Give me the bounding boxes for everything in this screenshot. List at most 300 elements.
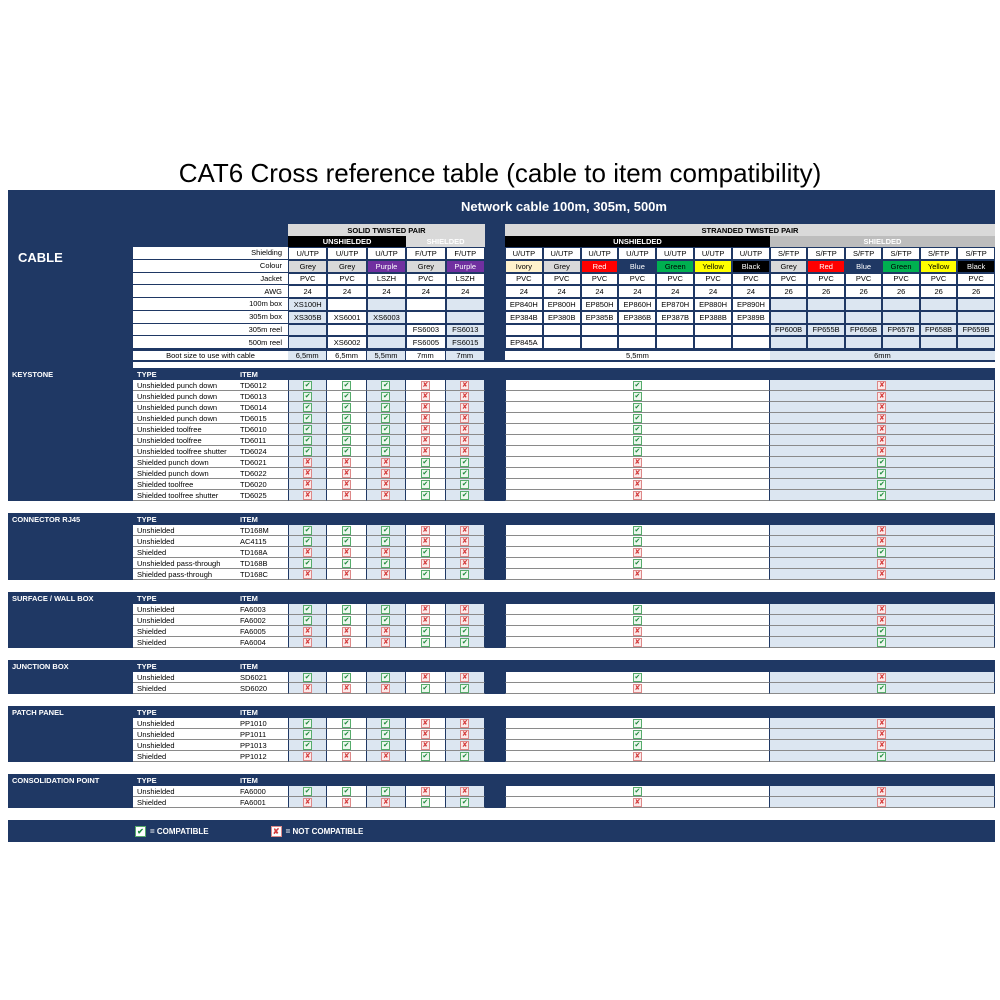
spec-cell: [845, 336, 883, 349]
spec-cell: [845, 298, 883, 311]
not-compatible-icon: ✘: [461, 548, 468, 556]
compatible-icon: ✔: [634, 414, 641, 422]
mark-cell: [367, 683, 406, 694]
item-row: [8, 536, 995, 547]
mark-cell: [406, 435, 445, 446]
item-cell: PP1013: [238, 740, 288, 751]
mark-cell: [367, 637, 406, 648]
cell: [288, 774, 995, 786]
mark-cell: [505, 729, 770, 740]
boot-size-cell: 7mm: [446, 349, 485, 362]
mark-cell: [406, 558, 445, 569]
item-cell: TD6015: [238, 413, 288, 424]
mark-cell: [327, 626, 366, 637]
cell: [8, 808, 995, 820]
not-compatible-icon: ✘: [304, 627, 311, 635]
compatible-icon: ✔: [383, 719, 389, 727]
item-cell: TD6013: [238, 391, 288, 402]
type-cell: Shielded: [133, 637, 238, 648]
compatible-icon: ✔: [343, 526, 350, 534]
compatible-icon: ✔: [634, 392, 641, 400]
compatible-icon: ✔: [634, 741, 641, 749]
mark-cell: [770, 672, 995, 683]
spec-cell: EP870H: [656, 298, 694, 311]
item-header: ITEM: [240, 775, 258, 785]
cell: [288, 706, 995, 718]
not-compatible-icon: ✘: [422, 719, 429, 727]
spec-cell: 26: [770, 285, 808, 298]
not-compatible-icon: ✘: [343, 638, 350, 646]
not-compatible-icon: ✘: [383, 684, 389, 692]
type-cell: Unshielded: [133, 536, 238, 547]
cell: [485, 751, 505, 762]
spec-cell: EP389B: [732, 311, 770, 324]
cell: [8, 615, 133, 626]
type-header: TYPE: [137, 707, 157, 717]
not-compatible-icon: ✘: [879, 392, 885, 400]
not-compatible-icon: ✘: [422, 537, 429, 545]
section-surface-wall-box: [8, 592, 995, 660]
item-cell: TD168M: [238, 525, 288, 536]
spec-cell: U/UTP: [367, 247, 406, 260]
mark-cell: [327, 683, 366, 694]
item-row: [8, 424, 995, 435]
mark-cell: [367, 446, 406, 457]
not-compatible-icon: ✘: [383, 798, 389, 806]
mark-cell: [367, 718, 406, 729]
mark-cell: [505, 457, 770, 468]
compatible-icon: ✔: [343, 673, 350, 681]
compatible-icon: ✔: [383, 425, 389, 433]
section-gap: [8, 808, 995, 820]
item-cell: TD168A: [238, 547, 288, 558]
cell: [485, 311, 505, 324]
compatible-icon: ✔: [343, 787, 350, 795]
mark-cell: [367, 569, 406, 580]
boot-size-label: Boot size to use with cable: [133, 349, 288, 362]
cell: [485, 260, 505, 273]
compatible-icon: ✔: [304, 403, 311, 411]
not-compatible-icon: ✘: [343, 798, 350, 806]
mark-cell: [446, 683, 485, 694]
boot-size-cell: 5,5mm: [505, 349, 770, 362]
not-compatible-icon: ✘: [879, 741, 885, 749]
not-compatible-icon: ✘: [271, 826, 282, 837]
mark-cell: [505, 604, 770, 615]
cell: [485, 490, 505, 501]
mark-cell: [770, 391, 995, 402]
mark-cell: [770, 457, 995, 468]
not-compatible-icon: ✘: [422, 425, 429, 433]
type-cell: Shielded toolfree: [133, 479, 238, 490]
cell: [8, 224, 288, 236]
stranded-twisted-pair-header: STRANDED TWISTED PAIR: [505, 224, 995, 236]
compatible-icon: ✔: [304, 673, 311, 681]
mark-cell: [406, 637, 445, 648]
spec-cell: Yellow: [920, 260, 958, 273]
mark-cell: [327, 604, 366, 615]
type-cell: Unshielded: [133, 718, 238, 729]
mark-cell: [406, 402, 445, 413]
spec-cell: [920, 336, 958, 349]
mark-cell: [770, 740, 995, 751]
mark-cell: [446, 446, 485, 457]
compatible-icon: ✔: [634, 719, 641, 727]
mark-cell: [770, 797, 995, 808]
compatible-icon: ✔: [634, 403, 641, 411]
spec-row: [8, 324, 995, 337]
mark-cell: [367, 479, 406, 490]
not-compatible-icon: ✘: [383, 548, 389, 556]
spec-cell: FS6015: [446, 336, 485, 349]
mark-cell: [406, 525, 445, 536]
compatible-icon: ✔: [304, 787, 311, 795]
spec-cell: 24: [732, 285, 770, 298]
section-gap: [8, 694, 995, 706]
mark-cell: [367, 729, 406, 740]
compatible-icon: ✔: [304, 730, 311, 738]
item-row: [8, 740, 995, 751]
not-compatible-icon: ✘: [461, 559, 468, 567]
mark-cell: [406, 457, 445, 468]
mark-cell: [367, 615, 406, 626]
compatible-icon: ✔: [304, 425, 311, 433]
not-compatible-icon: ✘: [461, 673, 468, 681]
spec-cell: S/FTP: [845, 247, 883, 260]
mark-cell: [446, 525, 485, 536]
type-cell: Unshielded toolfree: [133, 435, 238, 446]
spec-cell: PVC: [327, 273, 366, 286]
mark-cell: [446, 751, 485, 762]
compatible-icon: ✔: [879, 638, 885, 646]
spec-cell: Grey: [327, 260, 366, 273]
type-cell: Unshielded punch down: [133, 380, 238, 391]
not-compatible-icon: ✘: [383, 480, 389, 488]
spec-cell: [807, 298, 845, 311]
compatible-icon: ✔: [304, 719, 311, 727]
mark-cell: [446, 637, 485, 648]
mark-cell: [446, 424, 485, 435]
mark-cell: [367, 490, 406, 501]
spec-cell: [581, 324, 619, 337]
not-compatible-icon: ✘: [634, 684, 641, 692]
cell: [485, 391, 505, 402]
type-cell: Unshielded: [133, 786, 238, 797]
mark-cell: [327, 729, 366, 740]
not-compatible-icon: ✘: [343, 684, 350, 692]
compatible-icon: ✔: [343, 719, 350, 727]
item-row: [8, 468, 995, 479]
mark-cell: [406, 751, 445, 762]
spec-cell: PVC: [505, 273, 543, 286]
not-compatible-icon: ✘: [879, 798, 885, 806]
not-compatible-icon: ✘: [879, 381, 885, 389]
compatible-icon: ✔: [461, 638, 468, 646]
spec-cell: FP655B: [807, 324, 845, 337]
spec-cell: [732, 336, 770, 349]
not-compatible-icon: ✘: [879, 719, 885, 727]
cell: [485, 380, 505, 391]
item-row: [8, 751, 995, 762]
not-compatible-icon: ✘: [634, 570, 641, 578]
spec-cell: Green: [882, 260, 920, 273]
section-gap: [8, 762, 995, 774]
section-keystone: [8, 368, 995, 513]
mark-cell: [446, 740, 485, 751]
mark-cell: [406, 797, 445, 808]
not-compatible-icon: ✘: [879, 787, 885, 795]
not-compatible-icon: ✘: [343, 480, 350, 488]
compatible-icon: ✔: [383, 559, 389, 567]
spec-cell: PVC: [406, 273, 445, 286]
mark-cell: [367, 547, 406, 558]
mark-cell: [505, 615, 770, 626]
spec-row: [8, 311, 995, 324]
legend-compatible: [135, 826, 209, 837]
mark-cell: [327, 569, 366, 580]
mark-cell: [505, 435, 770, 446]
mark-cell: [505, 391, 770, 402]
not-compatible-icon: ✘: [879, 537, 885, 545]
spec-cell: EP860H: [618, 298, 656, 311]
spec-row-label: Shielding: [133, 247, 288, 260]
cell: [288, 660, 995, 672]
mark-cell: [327, 424, 366, 435]
spec-cell: U/UTP: [694, 247, 732, 260]
section-junction-box: [8, 660, 995, 706]
spec-cell: Grey: [288, 260, 327, 273]
mark-cell: [288, 683, 327, 694]
mark-cell: [770, 569, 995, 580]
cell: [8, 298, 133, 311]
spec-cell: 24: [367, 285, 406, 298]
solid-shielded-header: SHIELDED: [406, 236, 485, 247]
item-cell: SD6021: [238, 672, 288, 683]
mark-cell: [288, 786, 327, 797]
compatible-icon: ✔: [304, 741, 311, 749]
spec-cell: S/FTP: [882, 247, 920, 260]
mark-cell: [446, 569, 485, 580]
cell: [485, 683, 505, 694]
compatible-icon: ✔: [343, 414, 350, 422]
spec-cell: FP659B: [957, 324, 995, 337]
not-compatible-icon: ✘: [461, 730, 468, 738]
mark-cell: [327, 558, 366, 569]
mark-cell: [367, 626, 406, 637]
cell: [8, 457, 133, 468]
mark-cell: [288, 672, 327, 683]
spec-row-label: Jacket: [133, 273, 288, 286]
mark-cell: [406, 490, 445, 501]
mark-cell: [367, 457, 406, 468]
compatible-icon: ✔: [422, 548, 429, 556]
cell: [8, 525, 133, 536]
spec-cell: 26: [957, 285, 995, 298]
boot-size-cell: 7mm: [406, 349, 445, 362]
spec-cell: EP845A: [505, 336, 543, 349]
section-header-row: [8, 513, 995, 525]
item-cell: TD168C: [238, 569, 288, 580]
spec-cell: [770, 311, 808, 324]
compatible-icon: ✔: [634, 616, 641, 624]
not-compatible-icon: ✘: [634, 627, 641, 635]
compatible-icon: ✔: [634, 673, 641, 681]
mark-cell: [288, 490, 327, 501]
page-title: CAT6 Cross reference table (cable to item compatibility): [178, 158, 822, 188]
type-cell: Shielded toolfree shutter: [133, 490, 238, 501]
cell: [8, 435, 133, 446]
boot-size-row: [8, 349, 995, 362]
mark-cell: [327, 751, 366, 762]
spec-cell: U/UTP: [505, 247, 543, 260]
spec-cell: PVC: [882, 273, 920, 286]
cell: [485, 349, 505, 362]
item-row: [8, 683, 995, 694]
item-cell: PP1011: [238, 729, 288, 740]
not-compatible-icon: ✘: [634, 458, 641, 466]
not-compatible-icon: ✘: [461, 403, 468, 411]
boot-size-cell: 6,5mm: [288, 349, 327, 362]
mark-cell: [288, 797, 327, 808]
compatible-icon: ✔: [343, 559, 350, 567]
spec-cell: PVC: [288, 273, 327, 286]
compatible-icon: ✔: [879, 491, 885, 499]
spec-row-label: 305m box: [133, 311, 288, 324]
cell: [485, 718, 505, 729]
not-compatible-icon: ✘: [634, 548, 641, 556]
mark-cell: [505, 525, 770, 536]
cell: [485, 797, 505, 808]
type-cell: Unshielded: [133, 615, 238, 626]
spec-cell: [957, 311, 995, 324]
mark-cell: [406, 536, 445, 547]
mark-cell: [446, 413, 485, 424]
legend-not-compatible: [271, 826, 364, 837]
group-header-row: [8, 224, 995, 236]
type-header: TYPE: [137, 775, 157, 785]
item-cell: TD6020: [238, 479, 288, 490]
mark-cell: [327, 536, 366, 547]
mark-cell: [770, 786, 995, 797]
cell: [8, 683, 133, 694]
not-compatible-icon: ✘: [461, 436, 468, 444]
cell: [8, 797, 133, 808]
section-header-row: [8, 774, 995, 786]
spec-cell: Black: [732, 260, 770, 273]
mark-cell: [406, 626, 445, 637]
compatible-icon: ✔: [304, 537, 311, 545]
compatible-icon: ✔: [304, 559, 311, 567]
not-compatible-icon: ✘: [422, 673, 429, 681]
item-cell: TD6025: [238, 490, 288, 501]
section-header-row: [8, 706, 995, 718]
item-cell: FA6002: [238, 615, 288, 626]
item-cell: TD6012: [238, 380, 288, 391]
mark-cell: [770, 525, 995, 536]
mark-cell: [505, 558, 770, 569]
mark-cell: [770, 490, 995, 501]
mark-cell: [446, 604, 485, 615]
spec-cell: U/UTP: [581, 247, 619, 260]
spec-cell: [367, 298, 406, 311]
mark-cell: [505, 479, 770, 490]
not-compatible-icon: ✘: [461, 425, 468, 433]
compatible-icon: ✔: [343, 392, 350, 400]
spec-cell: PVC: [618, 273, 656, 286]
spec-cell: PVC: [732, 273, 770, 286]
mark-cell: [327, 380, 366, 391]
mark-cell: [327, 718, 366, 729]
cell: [485, 435, 505, 446]
mark-cell: [770, 558, 995, 569]
type-header: TYPE: [137, 514, 157, 524]
cell: [8, 672, 133, 683]
spec-cell: FP600B: [770, 324, 808, 337]
item-header: ITEM: [240, 661, 258, 671]
stranded-shielded-header: SHIELDED: [770, 236, 995, 247]
compatible-icon: ✔: [461, 570, 468, 578]
not-compatible-icon: ✘: [304, 491, 311, 499]
spec-row: [8, 273, 995, 286]
mark-cell: [288, 718, 327, 729]
compatible-icon: ✔: [634, 605, 641, 613]
spec-cell: EP386B: [618, 311, 656, 324]
mark-cell: [406, 786, 445, 797]
compatible-icon: ✔: [343, 436, 350, 444]
item-row: [8, 391, 995, 402]
cell: [8, 569, 133, 580]
item-row: [8, 446, 995, 457]
cell: [8, 718, 133, 729]
compatible-icon: ✔: [422, 469, 429, 477]
mark-cell: [505, 424, 770, 435]
spec-cell: Ivory: [505, 260, 543, 273]
compatible-icon: ✔: [343, 537, 350, 545]
cell: [485, 324, 505, 337]
section-label: PATCH PANEL: [12, 707, 64, 717]
cell: [8, 391, 133, 402]
type-cell: Shielded punch down: [133, 457, 238, 468]
not-compatible-icon: ✘: [343, 491, 350, 499]
item-cell: TD6011: [238, 435, 288, 446]
mark-cell: [288, 435, 327, 446]
cell: [485, 740, 505, 751]
not-compatible-icon: ✘: [343, 752, 350, 760]
not-compatible-icon: ✘: [383, 638, 389, 646]
not-compatible-icon: ✘: [343, 570, 350, 578]
type-cell: Unshielded toolfree shutter: [133, 446, 238, 457]
not-compatible-icon: ✘: [383, 627, 389, 635]
section-gap: [8, 648, 995, 660]
spec-cell: [406, 311, 445, 324]
spec-cell: [656, 336, 694, 349]
spec-cell: EP840H: [505, 298, 543, 311]
spec-cell: LSZH: [367, 273, 406, 286]
not-compatible-icon: ✘: [304, 752, 311, 760]
not-compatible-icon: ✘: [634, 752, 641, 760]
cell: [8, 547, 133, 558]
compatible-icon: ✔: [304, 381, 311, 389]
spec-cell: [327, 324, 366, 337]
spec-cell: 24: [543, 285, 581, 298]
compatible-icon: ✔: [383, 381, 389, 389]
compatible-icon: ✔: [304, 414, 311, 422]
mark-cell: [327, 637, 366, 648]
not-compatible-icon: ✘: [461, 381, 468, 389]
table-header: Network cable 100m, 305m, 500m: [461, 199, 667, 214]
item-cell: TD6024: [238, 446, 288, 457]
cell: [485, 285, 505, 298]
